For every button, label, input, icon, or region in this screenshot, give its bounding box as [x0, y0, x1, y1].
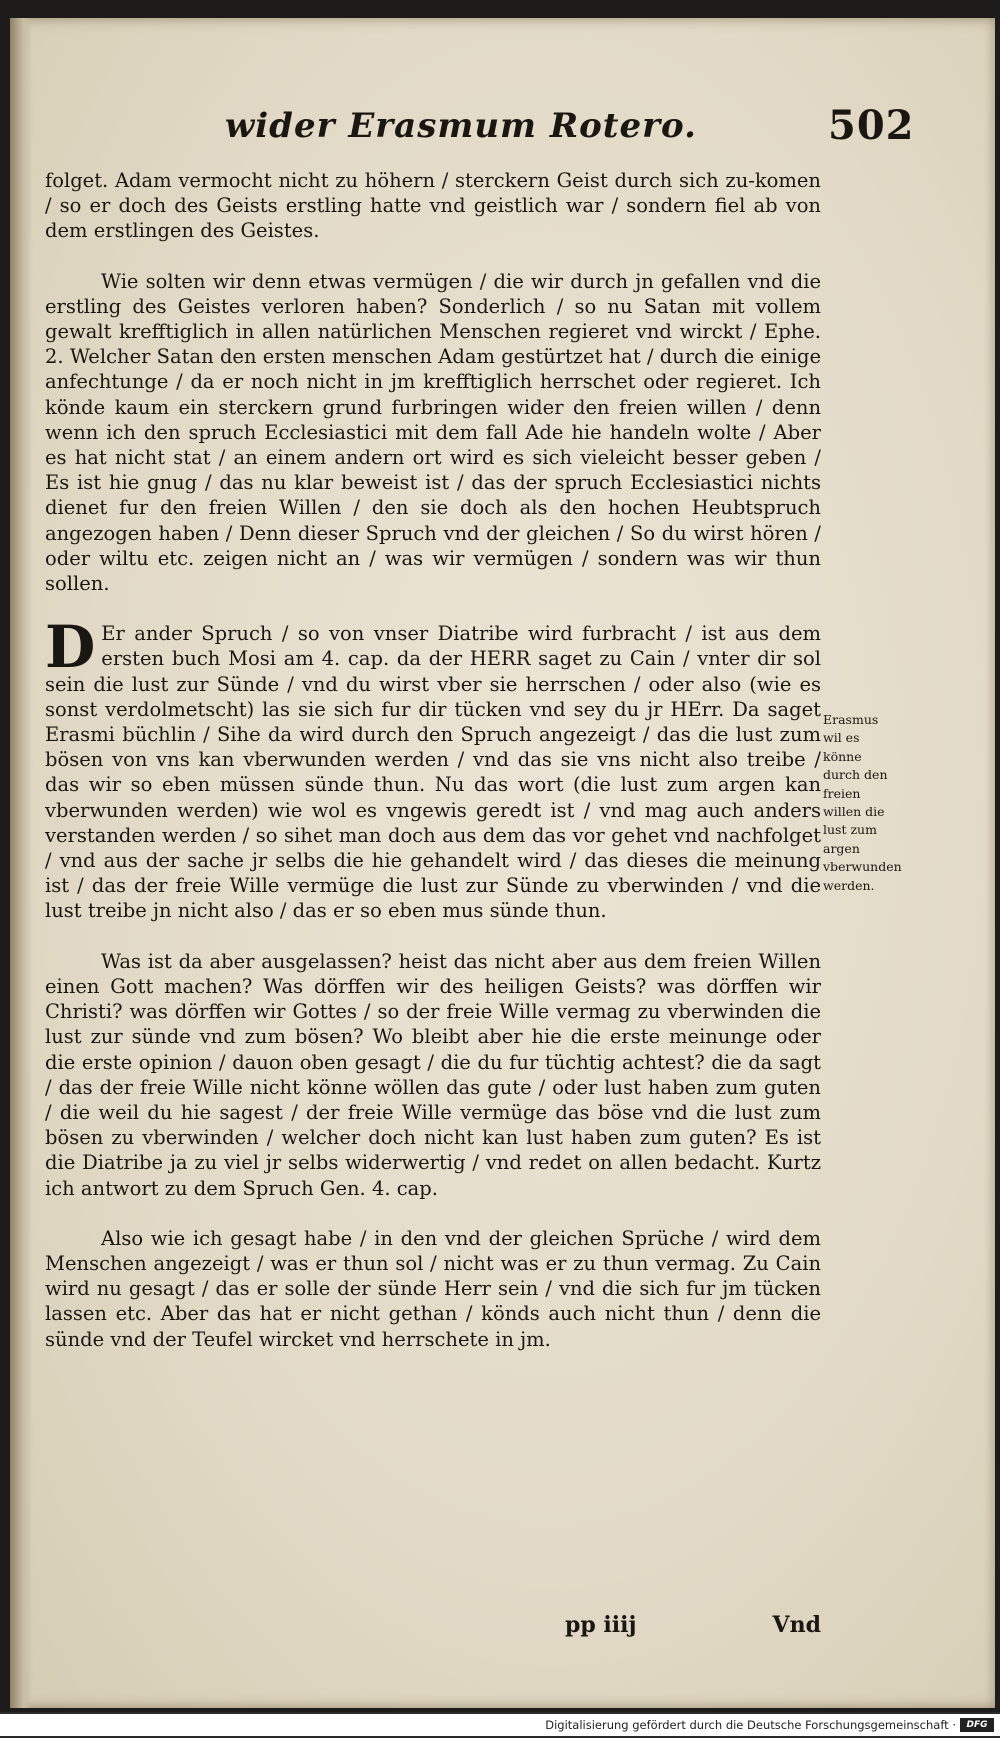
folio-number: 502 — [828, 102, 915, 149]
drop-cap-initial: D — [45, 613, 96, 682]
printer-signature: pp iiij — [565, 1612, 637, 1638]
marginal-note: Erasmus wil es könne durch den freien willen die lust zum argen vberwunden werden. — [823, 712, 902, 893]
page-gutter-shadow — [10, 18, 32, 1708]
paragraph-4: Was ist da aber ausgelassen? heist das nicht aber aus dem freien Willen einen Gott machen? Was dörffen wir des heiligen Geists? was dörffen wir Christi? was dörffen wir Gottes / so der freie Wille vermag zu vberwinden die lust zur sünde vnd zum bösen? Wo bleibt aber hie die erste meinunge oder die erste opinion / dauon oben gesagt / die du fur tüchtig achtest? die da sagt / das der freie Wille nicht könne wöllen das gute / oder lust haben zum guten / die weil du hie sagest / der freie Wille vermüge das böse vnd die lust zum bösen zu vberwinden / welcher doch nicht kan lust haben zum guten? Es ist die Diatribe ja zu viel jr selbs widerwertig / vnd redet on allen bedacht. Kurtz ich antwort zu dem Spruch Gen. 4. cap. — [45, 949, 821, 1200]
footer-credit: Digitalisierung gefördert durch die Deutsche Forschungsgemeinschaft · — [545, 1718, 956, 1732]
book-page — [10, 18, 995, 1708]
paragraph-3: Er ander Spruch / so von vnser Diatribe wird furbracht / ist aus dem ersten buch Mosi am 4. cap. da der HERR saget zu Cain / vnter dir sol sein die lust zur Sünde / vnd du wirst vber sie herrschen / oder also (wie es sonst verdolmetscht) las sie sich fur dir tücken vnd sey du jr HErr. Da saget Erasmi büchlin / Sihe da wird durch den Spruch angezeigt / das die lust zum bösen von vns kan vberwunden werden / vnd das sie vns nicht also treibe / das wir so eben müssen sünde thun. Nu das wort (die lust zum argen kan vberwunden werden) wie wol es vngewis geredt ist / vnd mag auch anders verstanden werden / so sihet man doch aus dem das vor gehet vnd nachfolget / vnd aus der sache jr selbs die hie gehandelt wird / das dieses die meinung ist / das der freie Wille vermüge die lust zur Sünde zu vberwinden / vnd die lust treibe jn nicht also / das er so eben mus sünde thun. — [45, 622, 821, 923]
paragraph-2: Wie solten wir denn etwas vermügen / die wir durch jn gefallen vnd die erstling des Geistes verloren haben? Sonderlich / so nu Satan mit vollem gewalt krefftiglich in allen natürlichen Menschen regieret vnd wirckt / Ephe. 2. Welcher Satan den ersten menschen Adam gestürtzet hat / durch die einige anfechtunge / da er noch nicht in jm krefftiglich herrschet oder regieret. Ich könde kaum ein sterckern grund furbringen wider den freien willen / denn wenn ich den spruch Ecclesiastici mit dem fall Ade hie handeln wolte / Aber es hat nicht stat / an einem andern ort wird es sich vieleicht besser geben / Es ist hie gnug / das nu klar beweist ist / das der spruch Ecclesiastici nichts dienet fur den freien Willen / den sie doch als den hochen Heubtspruch angezogen haben / Denn dieser Spruch vnd der gleichen / So du wirst hören / oder wiltu etc. zeigen nicht an / was wir vermügen / sondern was wir thun sollen. — [45, 269, 821, 596]
digitization-footer — [0, 1714, 1000, 1736]
paragraph-5: Also wie ich gesagt habe / in den vnd der gleichen Sprüche / wird dem Menschen angezeigt / was er thun sol / nicht was er zu thun vermag. Zu Cain wird nu gesagt / das er solle der sünde Herr sein / vnd die sich fur jm tücken lassen etc. Aber das hat er nicht gethan / könds auch nicht thun / denn die sünde vnd der Teufel wircket vnd herrschete in jm. — [45, 1226, 821, 1351]
paragraph-1: folget. Adam vermocht nicht zu höhern / sterckern Geist durch sich zu-komen / so er doch des Geists erstling hatte vnd geistlich war / sondern fiel ab von dem erstlingen des Geistes. — [45, 169, 821, 243]
running-head: wider Erasmum Rotero. — [225, 106, 697, 146]
paragraph-3-block — [45, 613, 821, 923]
main-text-block — [45, 168, 821, 1352]
dfg-logo: DFG — [960, 1718, 994, 1732]
catchword: Vnd — [772, 1612, 821, 1638]
signature-line — [45, 1612, 821, 1640]
